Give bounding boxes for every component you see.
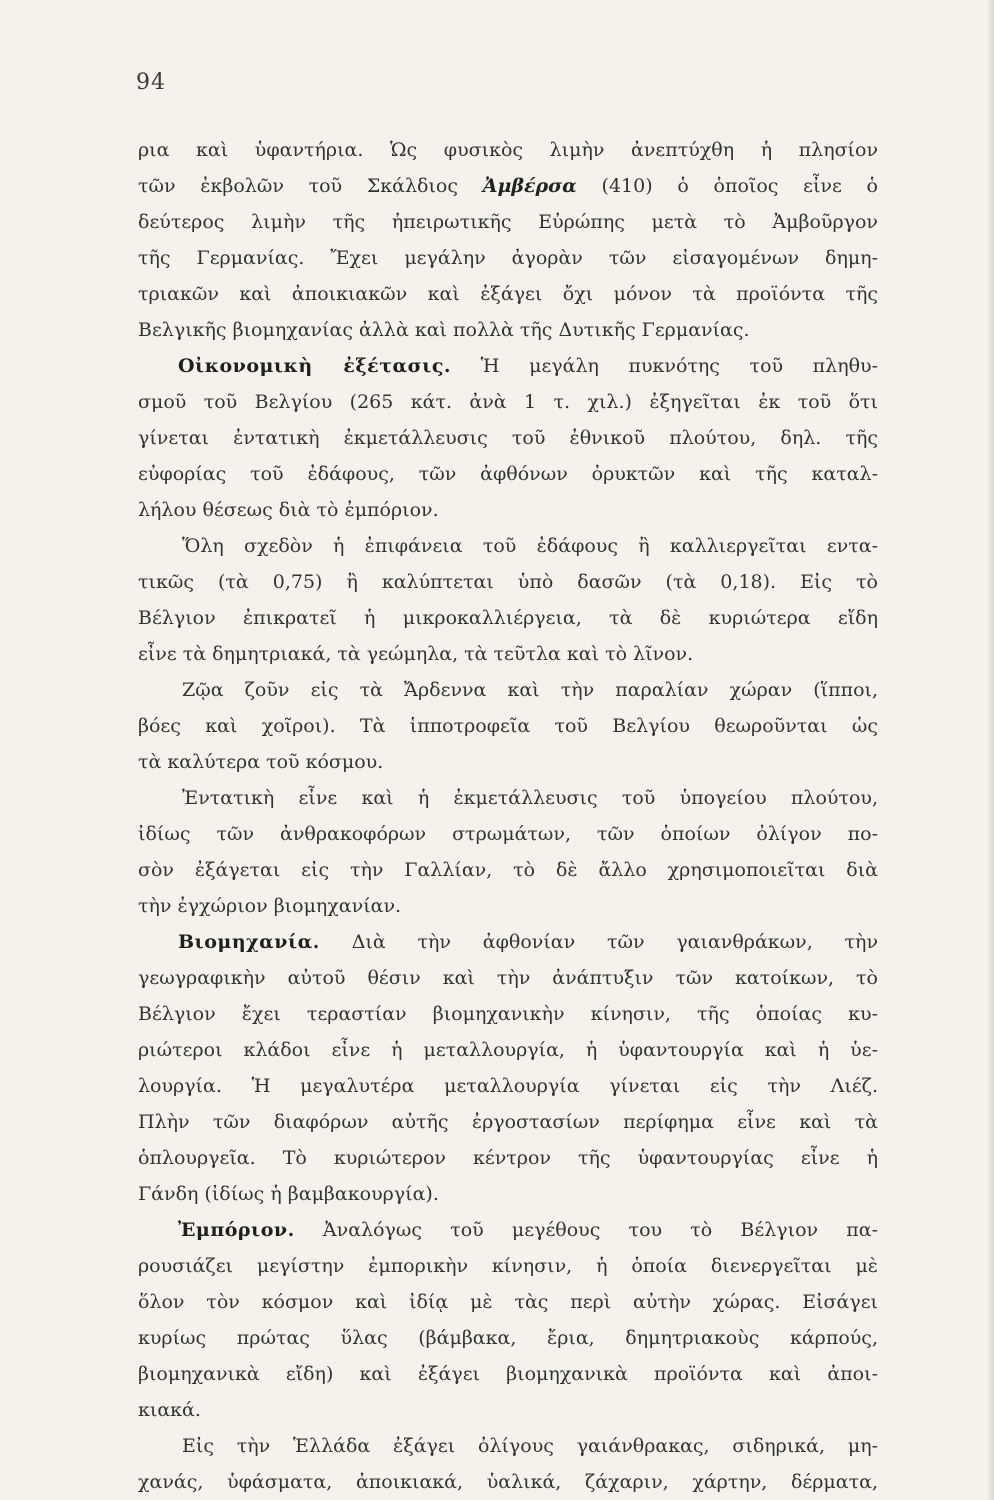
text-line: [138, 780, 878, 816]
text-line: [138, 708, 878, 744]
line-text: τικῶς (τὰ 0,75) ἢ καλύπτεται ὑπὸ δασῶν (τὰ 0,18). Εἰς τὸ: [138, 571, 878, 593]
line-text: τὰ καλύτερα τοῦ κόσμου.: [138, 751, 384, 773]
text-line: [138, 1464, 878, 1500]
text-line: [138, 600, 878, 636]
line-text: Ἐντατικὴ εἶνε καὶ ἡ ἐκμετάλλευσις τοῦ ὑπογείου πλούτου,: [182, 787, 878, 809]
line-text: εἶνε τὰ δημητριακά, τὰ γεώμηλα, τὰ τεῦτλα καὶ τὸ λῖνον.: [138, 643, 694, 665]
text-line: [138, 924, 878, 960]
line-text: βόες καὶ χοῖροι). Τὰ ἱπποτροφεῖα τοῦ Βελγίου θεωροῦνται ὡς: [138, 715, 878, 737]
line-text: Πλὴν τῶν διαφόρων αὐτῆς ἐργοστασίων περίφημα εἶνε καὶ τὰ: [138, 1111, 878, 1133]
line-text: ρουσιάζει μεγίστην ἐμπορικὴν κίνησιν, ἡ ὁποία διενεργεῖται μὲ: [138, 1255, 878, 1277]
section-heading: Ἐμπόριον.: [178, 1219, 295, 1241]
line-text: Διὰ τὴν ἀφθονίαν τῶν γαιανθράκων, τὴν: [319, 931, 878, 953]
line-text: κιακά.: [138, 1399, 201, 1421]
line-text: ριώτεροι κλάδοι εἶνε ἡ μεταλλουργία, ἡ ὑφαντουργία καὶ ἡ ὑε-: [138, 1039, 878, 1061]
text-line: [138, 1428, 878, 1464]
text-line: [138, 528, 878, 564]
text-line: [138, 1140, 878, 1176]
text-line: [138, 1356, 878, 1392]
text-line: [138, 1248, 878, 1284]
page-number: 94: [136, 70, 166, 95]
text-line: [138, 384, 878, 420]
text-line: [138, 672, 878, 708]
text-line: [138, 276, 878, 312]
line-text: κυρίως πρώτας ὕλας (βάμβακα, ἔρια, δημητριακοὺς κάρπούς,: [138, 1327, 878, 1349]
line-text: γεωγραφικὴν αὐτοῦ θέσιν καὶ τὴν ἀνάπτυξιν τῶν κατοίκων, τὸ: [138, 967, 878, 989]
page-edge: [988, 0, 994, 1500]
text-line: [138, 852, 878, 888]
line-text: λήλου θέσεως διὰ τὸ ἐμπόριον.: [138, 499, 439, 521]
line-text: τριακῶν καὶ ἀποικιακῶν καὶ ἐξάγει ὄχι μόνον τὰ προϊόντα τῆς: [138, 283, 878, 305]
text-line: [138, 636, 878, 672]
text-line: [138, 1284, 878, 1320]
line-text: εὐφορίας τοῦ ἐδάφους, τῶν ἀφθόνων ὀρυκτῶν καὶ τῆς καταλ-: [138, 463, 878, 485]
text-line: [138, 312, 878, 348]
text-line: [138, 1212, 878, 1248]
text-line: [138, 168, 878, 204]
line-text: σμοῦ τοῦ Βελγίου (265 κάτ. ἀνὰ 1 τ. χιλ.) ἐξηγεῖται ἐκ τοῦ ὅτι: [138, 391, 878, 413]
section-heading: Βιομηχανία.: [178, 931, 320, 953]
emphasized-place-name: Ἀμβέρσα: [482, 175, 577, 197]
line-text: Βέλγιον ἐπικρατεῖ ἡ μικροκαλλιέργεια, τὰ δὲ κυριώτερα εἴδη: [138, 607, 878, 629]
line-text: Βέλγιον ἔχει τεραστίαν βιομηχανικὴν κίνησιν, τῆς ὁποίας κυ-: [138, 1003, 878, 1025]
line-text: Ἀναλόγως τοῦ μεγέθους του τὸ Βέλγιον πα-: [294, 1219, 878, 1241]
line-text: ἰδίως τῶν ἀνθρακοφόρων στρωμάτων, τῶν ὁποίων ὀλίγον πο-: [138, 823, 878, 845]
text-line: [138, 1176, 878, 1212]
line-text: Ὅλη σχεδὸν ἡ ἐπιφάνεια τοῦ ἐδάφους ἢ καλλιεργεῖται εντα-: [182, 535, 878, 557]
line-text: Βελγικῆς βιομηχανίας ἀλλὰ καὶ πολλὰ τῆς Δυτικῆς Γερμανίας.: [138, 319, 750, 341]
text-line: [138, 420, 878, 456]
line-text: (410) ὁ ὁποῖος εἶνε ὁ: [576, 175, 878, 197]
text-line: [138, 888, 878, 924]
text-line: [138, 564, 878, 600]
line-text: σὸν ἐξάγεται εἰς τὴν Γαλλίαν, τὸ δὲ ἄλλο χρησιμοποιεῖται διὰ: [138, 859, 878, 881]
line-text: Ἡ μεγάλη πυκνότης τοῦ πληθυ-: [451, 355, 878, 377]
text-line: [138, 996, 878, 1032]
line-text: τῶν ἐκβολῶν τοῦ Σκάλδιος: [138, 175, 483, 197]
line-text: δεύτερος λιμὴν τῆς ἠπειρωτικῆς Εὐρώπης μετὰ τὸ Ἀμβοῦργον: [138, 211, 878, 233]
text-line: [138, 1320, 878, 1356]
line-text: Γάνδη (ἰδίως ἡ βαμβακουργία).: [138, 1183, 439, 1205]
text-line: [138, 204, 878, 240]
text-line: [138, 456, 878, 492]
text-line: [138, 132, 878, 168]
text-line: [138, 744, 878, 780]
text-line: [138, 348, 878, 384]
line-text: βιομηχανικὰ εἴδη) καὶ ἐξάγει βιομηχανικὰ προϊόντα καὶ ἀποι-: [138, 1363, 878, 1385]
line-text: Εἰς τὴν Ἑλλάδα ἐξάγει ὀλίγους γαιάνθρακας, σιδηρικά, μη-: [182, 1435, 878, 1457]
text-line: [138, 240, 878, 276]
line-text: γίνεται ἐντατικὴ ἐκμετάλλευσις τοῦ ἐθνικοῦ πλούτου, δηλ. τῆς: [138, 427, 878, 449]
text-line: [138, 1068, 878, 1104]
line-text: τῆς Γερμανίας. Ἔχει μεγάλην ἀγορὰν τῶν εἰσαγομένων δημη-: [138, 247, 878, 269]
text-line: [138, 816, 878, 852]
text-line: [138, 1032, 878, 1068]
text-line: [138, 1104, 878, 1140]
line-text: τὴν ἐγχώριον βιομηχανίαν.: [138, 895, 402, 917]
line-text: ρια καὶ ὑφαντήρια. Ὡς φυσικὸς λιμὴν ἀνεπτύχθη ἡ πλησίον: [138, 139, 878, 161]
text-line: [138, 492, 878, 528]
text-line: [138, 1392, 878, 1428]
line-text: λουργία. Ἡ μεγαλυτέρα μεταλλουργία γίνεται εἰς τὴν Λιέζ.: [138, 1075, 878, 1097]
line-text: χανάς, ὑφάσματα, ἀποικιακά, ὑαλικά, ζάχαριν, χάρτην, δέρματα,: [138, 1471, 878, 1493]
section-heading: Οἰκονομικὴ ἐξέτασις.: [178, 355, 452, 377]
line-text: Ζῷα ζοῦν εἰς τὰ Ἄρδεννα καὶ τὴν παραλίαν χώραν (ἵπποι,: [182, 679, 878, 701]
body-text: [138, 132, 878, 1500]
line-text: ὅλον τὸν κόσμον καὶ ἰδίᾳ μὲ τὰς περὶ αὐτὴν χώρας. Εἰσάγει: [138, 1291, 878, 1313]
text-line: [138, 960, 878, 996]
line-text: ὁπλουργεῖα. Τὸ κυριώτερον κέντρον τῆς ὑφαντουργίας εἶνε ἡ: [138, 1147, 878, 1169]
